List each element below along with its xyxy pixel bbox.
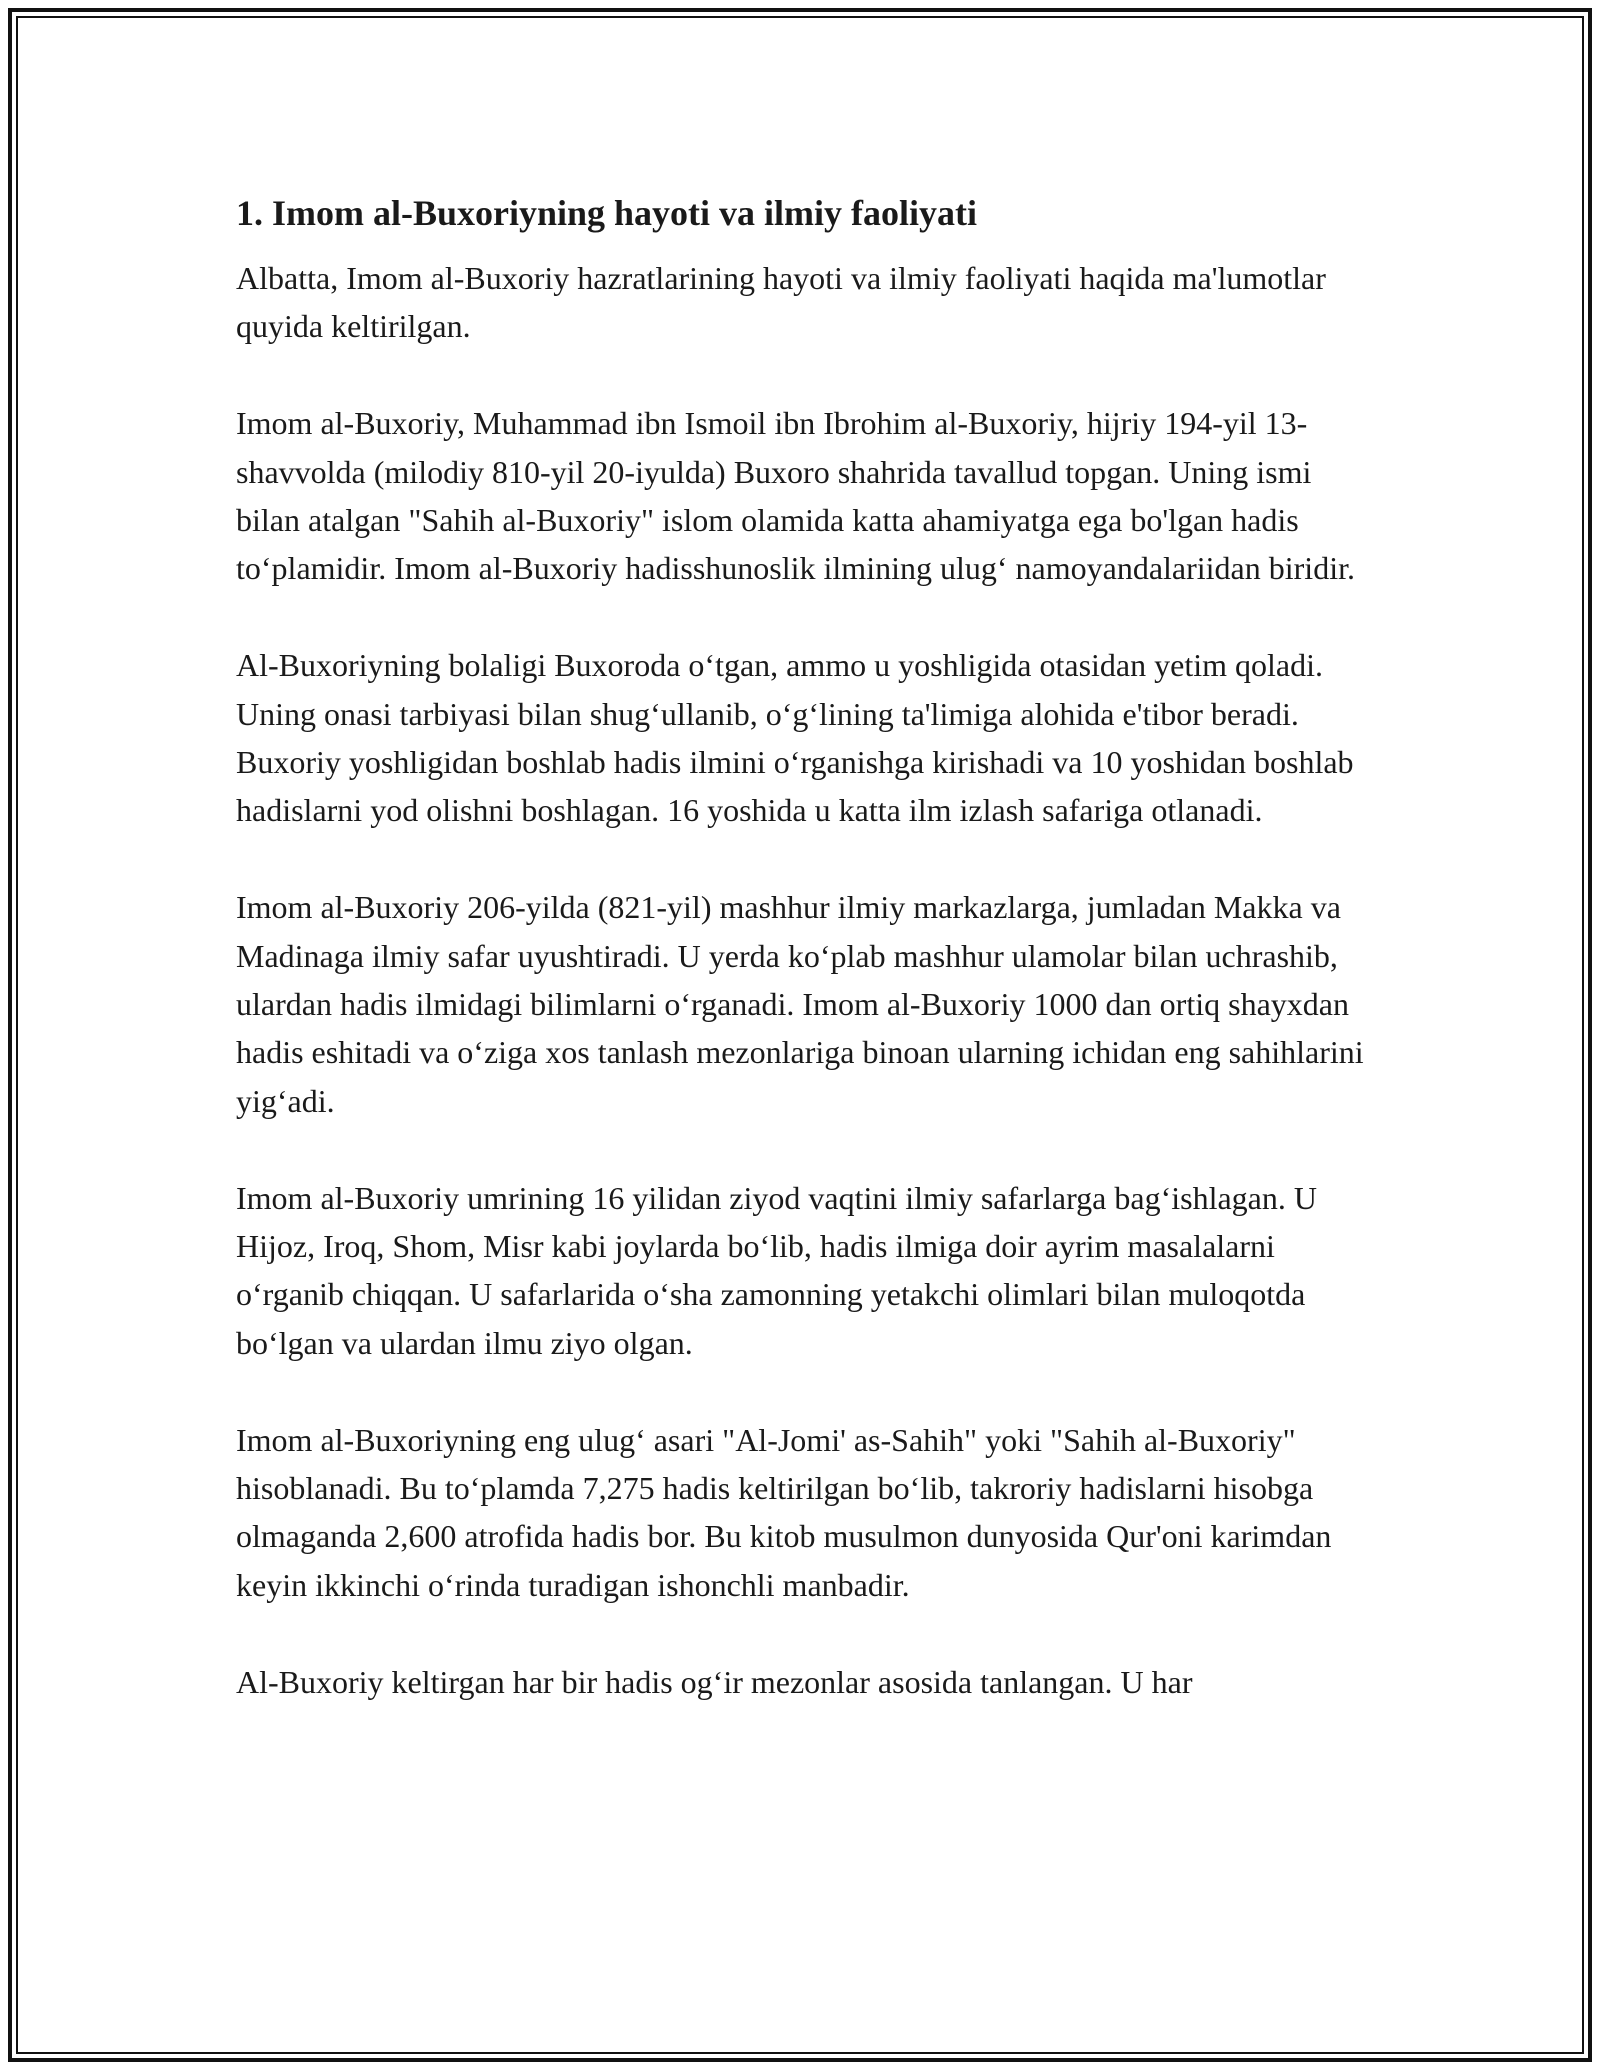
paragraph-scholarly-journeys: Imom al-Buxoriy umrining 16 yilidan ziyod vaqtini ilmiy safarlarga bag‘ishlagan. U Hijoz, Iroq, Shom, Misr kabi joylarda bo‘lib, hadis ilmiga doir ayrim masalalarni o‘rganib chiqqan. U safarlarida o‘sha zamonning yetakchi olimlari bilan muloqotda bo‘lgan va ulardan ilmu ziyo olgan.: [236, 1179, 1317, 1361]
document-body: [236, 186, 1376, 1754]
paragraph-birth: Imom al-Buxoriy, Muhammad ibn Ismoil ibn Ibrohim al-Buxoriy, hijriy 194-yil 13-shavvolda (milodiy 810-yil 20-iyulda) Buxoro shahrida tavallud topgan. Uning ismi bilan atalgan "Sahih al-Buxoriy" islom olamida katta ahamiyatga ega bo'lgan hadis to‘plamidir. Imom al-Buxoriy hadisshunoslik ilmining ulug‘ namoyandalariidan biridir.: [236, 405, 1355, 587]
paragraph-childhood: Al-Buxoriyning bolaligi Buxoroda o‘tgan, ammo u yoshligida otasidan yetim qoladi. Uning onasi tarbiyasi bilan shug‘ullanib, o‘g‘lining ta'limiga alohida e'tibor beradi. Buxoriy yoshligidan boshlab hadis ilmini o‘rganishga kirishadi va 10 yoshidan boshlab hadislarni yod olishni boshlagan. 16 yoshida u katta ilm izlash safariga otlanadi.: [236, 647, 1354, 829]
paragraph-intro: Albatta, Imom al-Buxoriy hazratlarining hayoti va ilmiy faoliyati haqida ma'lumotlar quyida keltirilgan.: [236, 260, 1326, 345]
paragraph-criteria: Al-Buxoriy keltirgan har bir hadis og‘ir mezonlar asosida tanlangan. U har: [236, 1663, 1193, 1700]
paragraph-travels: Imom al-Buxoriy 206-yilda (821-yil) mashhur ilmiy markazlarga, jumladan Makka va Madinaga ilmiy safar uyushtiradi. U yerda ko‘plab mashhur ulamolar bilan uchrashib, ulardan hadis ilmidagi bilimlarni o‘rganadi. Imom al-Buxoriy 1000 dan ortiq shayxdan hadis eshitadi va o‘ziga xos tanlash mezonlariga binoan ularning ichidan eng sahihlarini yig‘adi.: [236, 889, 1364, 1119]
section-heading: 1. Imom al-Buxoriyning hayoti va ilmiy faoliyati: [236, 193, 978, 233]
paragraph-sahih: Imom al-Buxoriyning eng ulug‘ asari "Al-Jomi' as-Sahih" yoki "Sahih al-Buxoriy" hisoblanadi. Bu to‘plamda 7,275 hadis keltirilgan bo‘lib, takroriy hadislarni hisobga olmaganda 2,600 atrofida hadis bor. Bu kitob musulmon dunyosida Qur'oni karimdan keyin ikkinchi o‘rinda turadigan ishonchli manbadir.: [236, 1421, 1332, 1603]
